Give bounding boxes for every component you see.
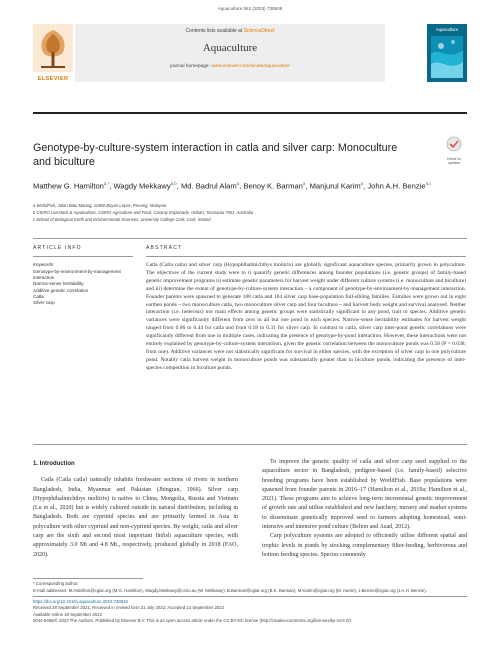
body-rule — [33, 444, 467, 445]
received-dates: Received 28 September 2021; Received in revised form 31 July 2022; Accepted 14 September 2022 — [33, 605, 225, 611]
author-name[interactable]: Benoy K. Barman — [243, 181, 303, 191]
affiliation-b: b CSIRO Livestock & Aquaculture, CSIRO Agriculture and Food, Castray Esplanade, Hobart, Tasmania 7001, Australia — [33, 210, 254, 215]
footnotes — [33, 581, 467, 625]
footnote-divider — [33, 596, 467, 597]
keyword-item: Silver carp — [33, 300, 55, 306]
footnote-rule — [33, 578, 143, 579]
contents-prefix: Contents lists available at — [185, 28, 243, 34]
available-online-date: Available online 19 September 2022 — [33, 611, 102, 617]
abstract-heading: ABSTRACT — [146, 245, 183, 251]
author-name[interactable]: Manjurul Karim — [309, 181, 361, 191]
author-name[interactable]: Wagdy Mekkawy — [113, 181, 171, 191]
introduction-heading: 1. Introduction — [33, 461, 75, 467]
abstract-text: Catla (Catla catla) and silver carp (Hypophthalmichthys molitrix) are globally significant aquaculture species, primarily grown in polyculture. The objectives of the current study were to i) quantify genetic differences among founder populations (i.e. genetic groups) of family-based genetic improvement programs ii) estimate genetic parameters for harvest weight under different culture systems (i.e. monoculture and biculture) and iii) determine the extent of genotype-by-culture-system interaction – a component of genotype-by-environment-by-management interaction. Founder parents were spawned to generate 188 catla and 184 silver carp base-population full-sibling families. Families were grown out in eight earthen ponds – two monoculture catla, two monoculture silver carp and four biculture – and harvest body weight and survival analysed. Neither interaction (i.e. heterosis) nor main effects among genetic groups were statistically significant in any pond, trait or species. Additive genetic variances were significantly different from zero in all but one pond in each species. Narrow-sense heritability estimates for harvest weight ranged from 0.06 to 0.44 for catla and from 0.18 to 0.31 for silver carp. In contrast to catla, silver carp inter-pond genetic correlations were significantly different from one in multiple cases, indicating the presence of genotype-by-pond interaction. However, these interactions were not entirely explained by genotype-by-culture-system interaction, given the genetic correlation between the monoculture ponds was 0.58 (P = 0.038; from one). Additive variances were not statistically significant for survival in either species, with the exception of silver carp in one polyculture pond. Notably catla harvest weight in monoculture ponds was substantially greater than in biculture ponds, indicating the presence of inter-species competition in biculture ponds. — [146, 262, 466, 371]
journal-reference: Aquaculture 562 (2023) 738846 — [217, 6, 283, 11]
cover-title: Aquaculture — [435, 27, 459, 32]
publisher-name: ELSEVIER — [37, 76, 69, 82]
article-info-heading: ARTICLE INFO — [33, 245, 82, 251]
keyword-item: Additive genetic correlation — [33, 287, 89, 293]
paper-title: Genotype-by-culture-system interaction in catla and silver carp: Monoculture and biculture — [33, 142, 398, 168]
author-affiliation-marker: a — [360, 181, 364, 186]
license-statement: 0044-8486/© 2022 The Authors. Published by Elsevier B.V. This is an open access article under the CC BY-NC license (http://creativecommons.org/licenses/by-nc/4.0/). — [33, 618, 353, 624]
author-affiliation-marker: a — [302, 181, 306, 186]
abstract-rule — [146, 256, 466, 257]
body-paragraph: To improve the genetic quality of catla and silver carp seed supplied to the aquaculture sector in Bangladesh, pedigree-based (i.e. family-based) selective breeding programs have been established by WorldFish. Base populations were spawned from founder parents in 2016–17 (Hamilton et al., 2019a; Hamilton et al., 2021). These programs aim to achieve long-term incremental genetic improvement of growth rate and utilise established and new hatchery, nursery and market systems to disseminate genetically improved seed to farmers adopting homestead, semi-intensive and intensive pond culture (Belton and Azad, 2012). — [262, 459, 467, 531]
homepage-prefix: journal homepage: — [170, 64, 210, 69]
check-updates-icon — [446, 136, 462, 152]
journal-banner — [33, 24, 467, 82]
header-rule — [33, 112, 467, 114]
homepage-link[interactable]: www.elsevier.com/locate/aquaculture — [211, 64, 290, 69]
author-name[interactable]: Matthew G. Hamilton — [33, 181, 104, 191]
check-updates-label: Check for updates — [446, 157, 462, 165]
keywords-list — [33, 269, 133, 306]
journal-name: Aquaculture — [202, 42, 258, 54]
body-paragraph: Carp polyculture systems are adopted to efficiently utilise different spatial and trophic levels in ponds by stocking complementary filter-feeding, herbivorous and bottom feeding species. Species commonly — [262, 533, 467, 558]
body-column-left — [33, 460, 238, 560]
doi-link[interactable]: https://doi.org/10.1016/j.aquaculture.2022.738846 — [33, 598, 128, 604]
author-affiliation-marker: a,b — [170, 181, 177, 186]
keyword-item: Genotype-by-environment-by-management interaction — [33, 269, 121, 281]
email-addresses: E-mail addresses: M.Hamilton@cgiar.org (M.G. Hamilton), Wagdy.Mekkawy@csiro.au (W. Mekkawy), B.Barman@cgiar.org (B.K. Barman), M.Karim@cgiar.org (M. Karim), J.Benzie@cgiar.org (J.A.H. Benzie). — [33, 587, 427, 593]
author-affiliation-marker: a — [236, 181, 240, 186]
homepage-line — [75, 64, 385, 69]
keyword-item: Narrow-sense heritability — [33, 281, 84, 287]
check-for-updates-badge[interactable] — [443, 136, 465, 164]
contents-line — [75, 28, 385, 34]
elsevier-tree-icon — [33, 24, 73, 72]
author-name[interactable]: Md. Badrul Alam — [180, 181, 237, 191]
keyword-item: Catla — [33, 293, 44, 299]
author-list: Matthew G. Hamilton$^{a,*}$, Wagdy Mekkawy$^{a,b}$, Md. Badrul Alam$^a$, Benoy K. Barman$^a$, Manjurul Karim$^a$, John A.H. Benzie$^{a,c}$ — [33, 181, 432, 191]
affiliation-a: a WorldFish, Jalan Batu Maung, 11960 Bayan Lepas, Penang, Malaysia — [33, 203, 167, 208]
author-name[interactable]: John A.H. Benzie — [367, 181, 426, 191]
journal-cover — [427, 24, 467, 82]
keywords-label: Keywords: — [33, 262, 55, 267]
sciencedirect-link[interactable]: ScienceDirect — [243, 28, 275, 34]
elsevier-logo — [33, 24, 73, 82]
affiliation-c: c School of Biological Earth and Environmental Sciences, University College Cork, Cork, Ireland — [33, 217, 211, 222]
info-rule — [33, 238, 467, 239]
article-info-rule — [33, 256, 133, 257]
banner-center — [75, 24, 385, 82]
author-affiliation-marker: a,c — [425, 181, 432, 186]
corresponding-author-note: * Corresponding author. — [33, 581, 79, 586]
cover-artwork-icon — [427, 24, 467, 82]
body-paragraph: Catla (Catla catla) naturally inhabits freshwater sections of rivers in northern Bangladesh, India, Myanmar and Pakistan (Jhingran, 1966). Silver carp (Hypophthalmichthys molitrix) is native to China, Mongolia, Russia and Vietnam (Lu et al., 2020) but is widely cultured outside its natural distribution, including in Bangladesh. Both are cyprinid species and are primarily farmed in Asia in polyculture with other cyprinid and non-cyprinid species. By weight, catla and silver carp are the sixth and second most important finfish aquaculture species, with approximately 3.0 Mt and 4.8 Mt., respectively, produced globally in 2018 (FAO, 2020). — [33, 477, 238, 558]
author-affiliation-marker: a,* — [103, 181, 110, 186]
body-column-right — [262, 458, 467, 560]
